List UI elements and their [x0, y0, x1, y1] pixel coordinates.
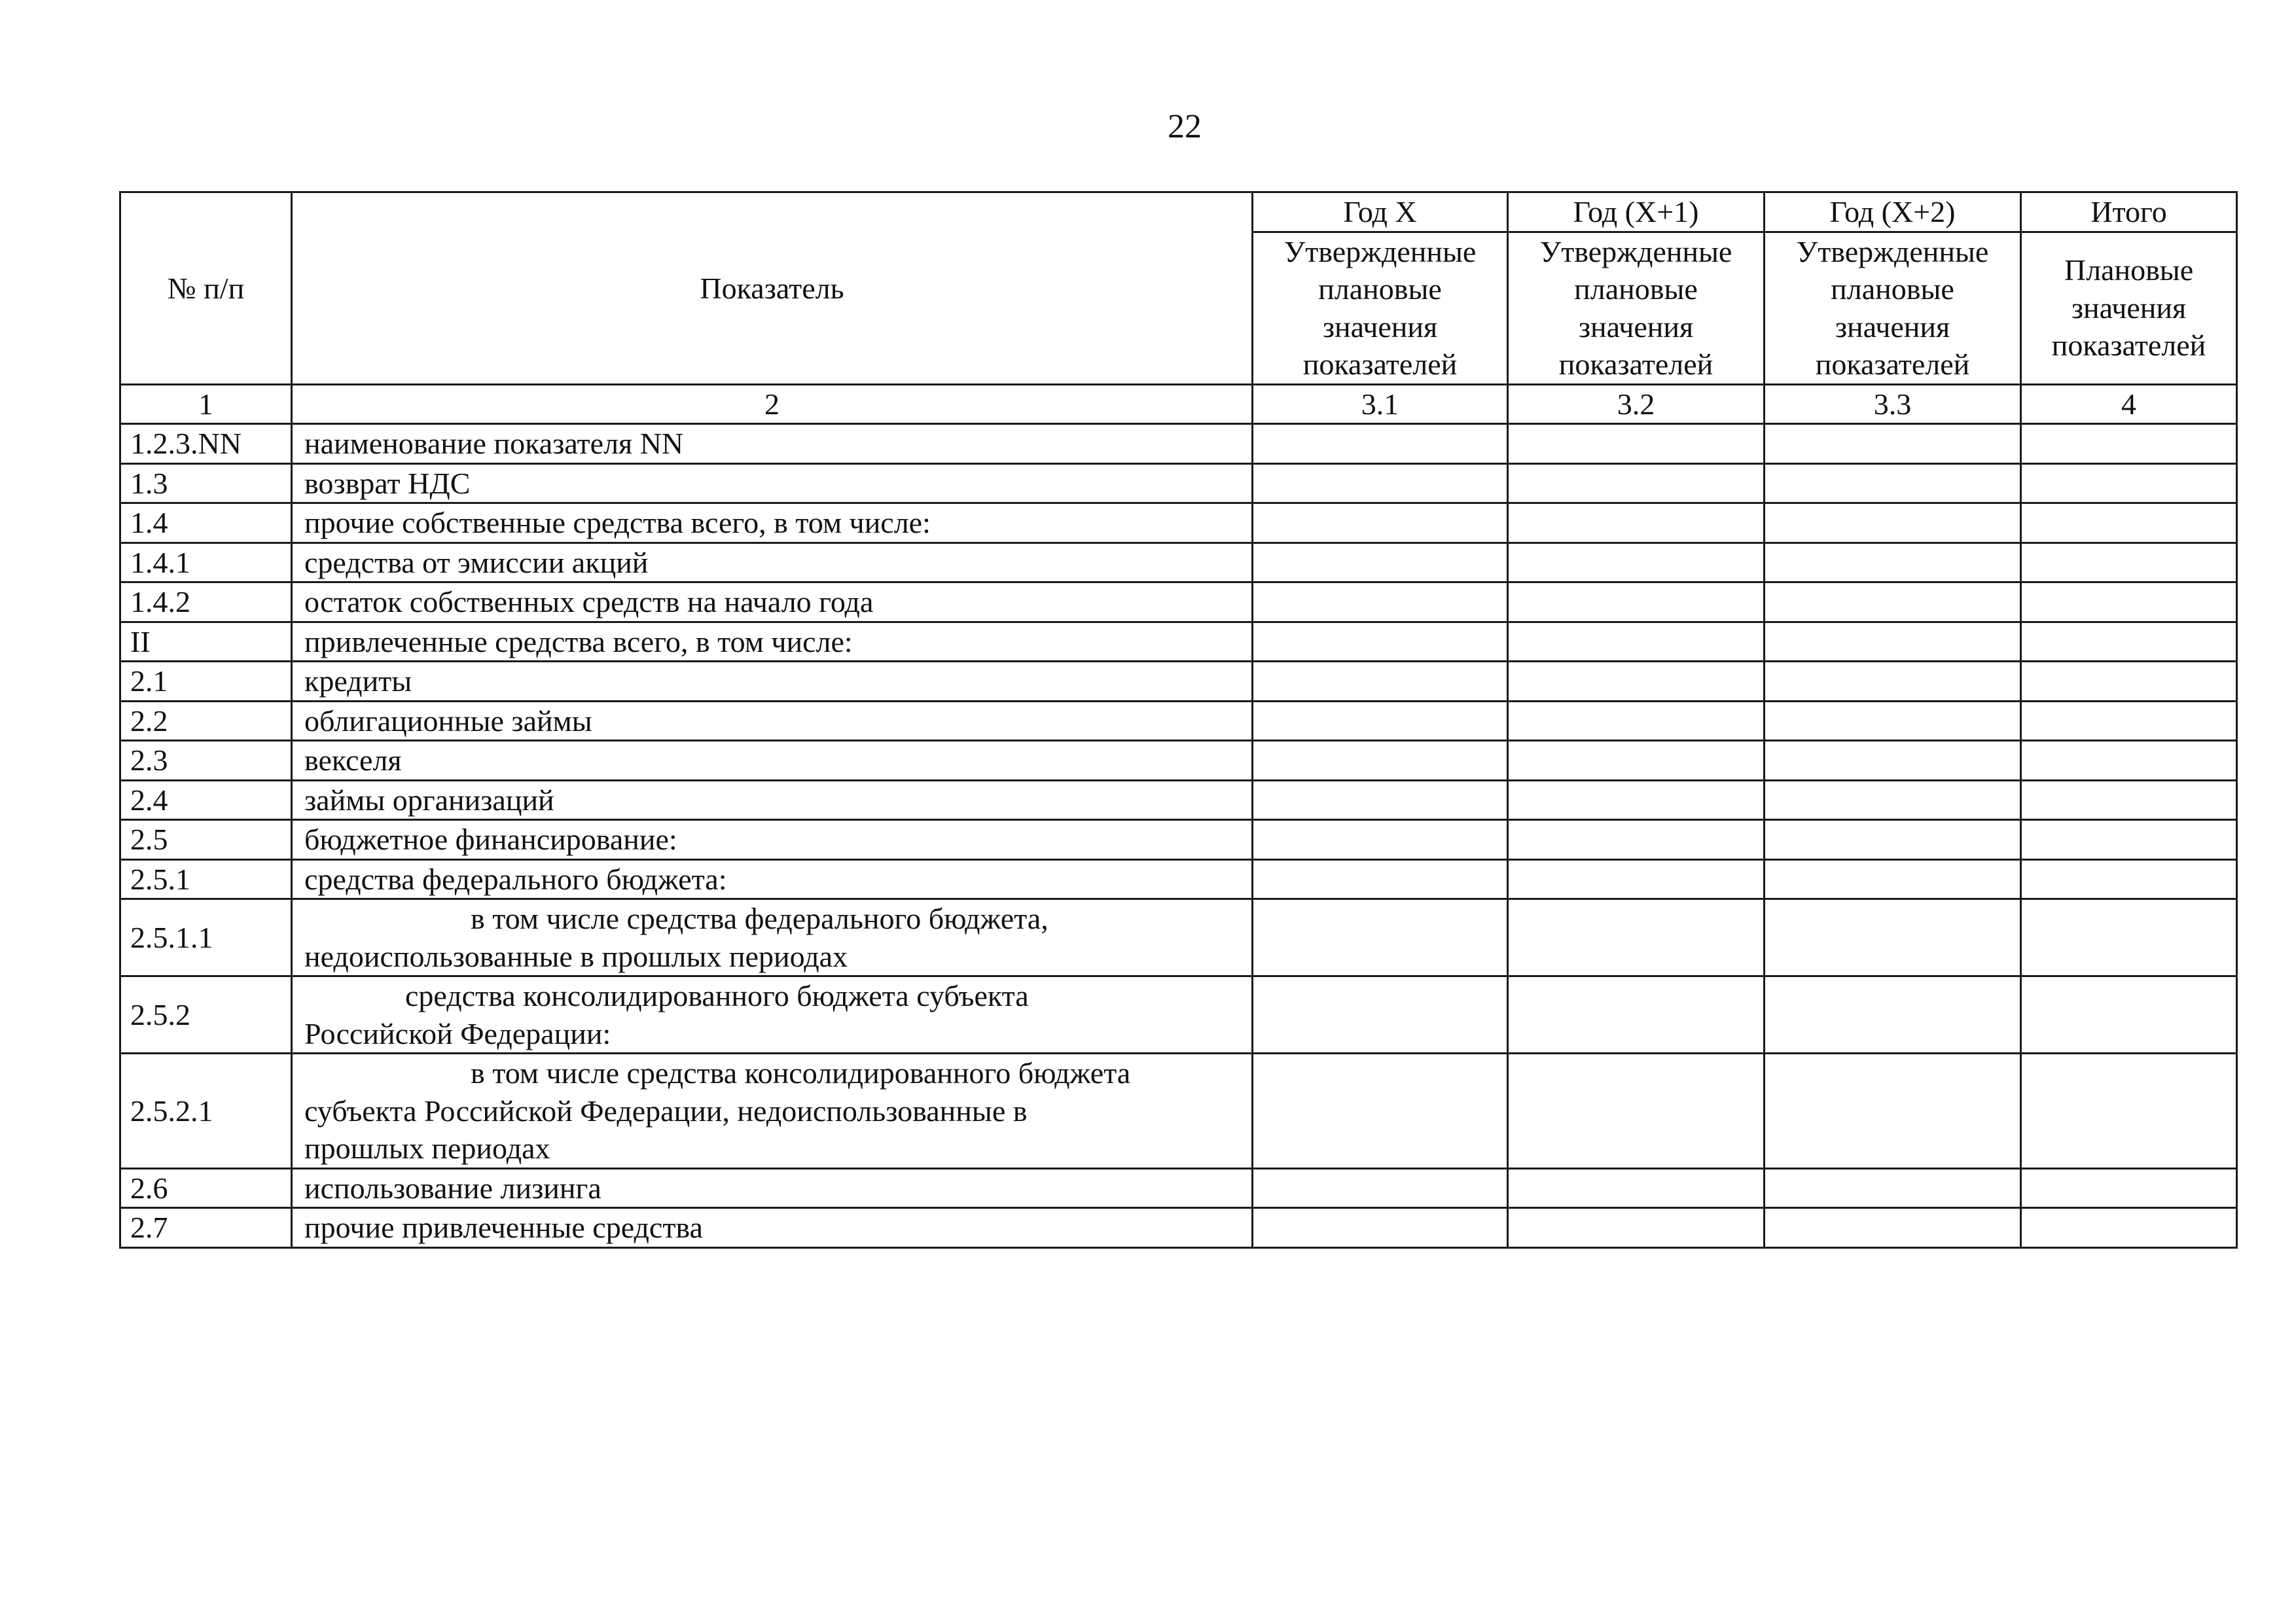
value-cell: [1253, 899, 1508, 976]
row-number: 1.4: [120, 503, 292, 543]
row-indicator: [292, 899, 1253, 976]
row-indicator: привлеченные средства всего, в том числе:: [292, 622, 1253, 662]
value-cell: [2021, 899, 2237, 976]
value-cell: [1765, 662, 2021, 702]
value-cell: [2021, 424, 2237, 464]
value-cell: [2021, 582, 2237, 622]
table-row: [120, 899, 2237, 976]
header-total: Итого: [2021, 192, 2237, 232]
row-number: 1.3: [120, 463, 292, 503]
value-cell: [1765, 424, 2021, 464]
column-number: 3.3: [1765, 384, 2021, 424]
column-number: 4: [2021, 384, 2237, 424]
value-cell: [1765, 976, 2021, 1054]
value-cell: [1765, 741, 2021, 781]
page-number: 22: [1168, 108, 1202, 145]
row-number: II: [120, 622, 292, 662]
value-cell: [1765, 701, 2021, 741]
row-indicator: бюджетное финансирование:: [292, 820, 1253, 860]
table-row: [120, 741, 2237, 781]
value-cell: [1765, 582, 2021, 622]
row-number: 2.3: [120, 741, 292, 781]
row-number: 2.7: [120, 1208, 292, 1248]
value-cell: [1508, 1168, 1765, 1208]
table-row: [120, 424, 2237, 464]
row-number: 2.4: [120, 780, 292, 820]
row-indicator-line: недоиспользованные в прошлых периодах: [304, 939, 848, 973]
header-year-x2: Год (X+2): [1765, 192, 2021, 232]
value-cell: [1765, 820, 2021, 860]
row-indicator-line: субъекта Российской Федерации, недоиспользованные в: [304, 1094, 1028, 1128]
value-cell: [2021, 1054, 2237, 1169]
row-indicator: [292, 1054, 1253, 1169]
row-indicator: средства от эмиссии акций: [292, 543, 1253, 582]
value-cell: [1253, 1168, 1508, 1208]
row-indicator: кредиты: [292, 662, 1253, 702]
row-number: 2.1: [120, 662, 292, 702]
value-cell: [1508, 1208, 1765, 1248]
value-cell: [1508, 424, 1765, 464]
table-row: [120, 622, 2237, 662]
value-cell: [2021, 543, 2237, 582]
value-cell: [2021, 820, 2237, 860]
header-year-x-sub: Утвержденные плановые значения показателей: [1253, 232, 1508, 384]
value-cell: [2021, 622, 2237, 662]
row-indicator: наименование показателя NN: [292, 424, 1253, 464]
value-cell: [1253, 424, 1508, 464]
value-cell: [1508, 899, 1765, 976]
value-cell: [1253, 859, 1508, 899]
row-indicator: займы организаций: [292, 780, 1253, 820]
value-cell: [1765, 1168, 2021, 1208]
value-cell: [1253, 701, 1508, 741]
table-row: [120, 976, 2237, 1054]
value-cell: [2021, 1208, 2237, 1248]
row-number: 2.5.2.1: [120, 1054, 292, 1169]
row-indicator-line: Российской Федерации:: [304, 1016, 611, 1050]
header-indicator: Показатель: [292, 192, 1253, 385]
row-number: 1.4.2: [120, 582, 292, 622]
value-cell: [1253, 543, 1508, 582]
value-cell: [2021, 503, 2237, 543]
header-total-sub: Плановые значения показателей: [2021, 232, 2237, 384]
value-cell: [1253, 582, 1508, 622]
table-row: [120, 463, 2237, 503]
value-cell: [1253, 820, 1508, 860]
value-cell: [1253, 503, 1508, 543]
plan-indicators-table: [119, 191, 2238, 1249]
row-indicator: прочие привлеченные средства: [292, 1208, 1253, 1248]
table-row: [120, 701, 2237, 741]
table-row: [120, 1208, 2237, 1248]
row-indicator: средства федерального бюджета:: [292, 859, 1253, 899]
value-cell: [1765, 503, 2021, 543]
value-cell: [1508, 820, 1765, 860]
value-cell: [1508, 622, 1765, 662]
row-indicator-line: в том числе средства федерального бюджета,: [471, 902, 1049, 935]
row-number: 2.5.2: [120, 976, 292, 1054]
table-row: [120, 503, 2237, 543]
value-cell: [1765, 780, 2021, 820]
value-cell: [1508, 701, 1765, 741]
value-cell: [1253, 622, 1508, 662]
table-row: [120, 859, 2237, 899]
column-numbers-row: [120, 384, 2237, 424]
value-cell: [1508, 741, 1765, 781]
value-cell: [1253, 976, 1508, 1054]
row-number: 2.2: [120, 701, 292, 741]
table-row: [120, 662, 2237, 702]
header-number: № п/п: [120, 192, 292, 385]
value-cell: [1508, 543, 1765, 582]
value-cell: [2021, 976, 2237, 1054]
value-cell: [1508, 976, 1765, 1054]
header-year-x2-sub: Утвержденные плановые значения показателей: [1765, 232, 2021, 384]
header-year-x1: Год (X+1): [1508, 192, 1765, 232]
value-cell: [1508, 780, 1765, 820]
table-row: [120, 1054, 2237, 1169]
row-indicator: векселя: [292, 741, 1253, 781]
value-cell: [1765, 899, 2021, 976]
header-year-x1-sub: Утвержденные плановые значения показателей: [1508, 232, 1765, 384]
row-indicator: прочие собственные средства всего, в том числе:: [292, 503, 1253, 543]
row-number: 2.5: [120, 820, 292, 860]
table-row: [120, 543, 2237, 582]
value-cell: [2021, 701, 2237, 741]
row-indicator: облигационные займы: [292, 701, 1253, 741]
row-number: 1.2.3.NN: [120, 424, 292, 464]
value-cell: [1253, 463, 1508, 503]
row-indicator-line: прошлых периодах: [304, 1132, 550, 1165]
row-number: 2.5.1.1: [120, 899, 292, 976]
row-indicator: использование лизинга: [292, 1168, 1253, 1208]
table-row: [120, 1168, 2237, 1208]
value-cell: [1508, 1054, 1765, 1169]
row-number: 2.5.1: [120, 859, 292, 899]
value-cell: [2021, 662, 2237, 702]
column-number: 3.2: [1508, 384, 1765, 424]
value-cell: [1253, 780, 1508, 820]
header-year-x: Год X: [1253, 192, 1508, 232]
value-cell: [1765, 859, 2021, 899]
row-number: 1.4.1: [120, 543, 292, 582]
value-cell: [1508, 503, 1765, 543]
column-number: 1: [120, 384, 292, 424]
value-cell: [1253, 1054, 1508, 1169]
value-cell: [1765, 1054, 2021, 1169]
value-cell: [1765, 463, 2021, 503]
header-row-years: [120, 192, 2237, 232]
value-cell: [1253, 1208, 1508, 1248]
row-indicator-line: в том числе средства консолидированного бюджета: [471, 1056, 1131, 1090]
value-cell: [1253, 741, 1508, 781]
value-cell: [1508, 463, 1765, 503]
value-cell: [1765, 1208, 2021, 1248]
table-row: [120, 582, 2237, 622]
row-indicator: остаток собственных средств на начало года: [292, 582, 1253, 622]
row-indicator: возврат НДС: [292, 463, 1253, 503]
column-number: 2: [292, 384, 1253, 424]
value-cell: [1508, 859, 1765, 899]
table-row: [120, 780, 2237, 820]
value-cell: [1765, 543, 2021, 582]
column-number: 3.1: [1253, 384, 1508, 424]
row-indicator: [292, 976, 1253, 1054]
row-indicator-line: средства консолидированного бюджета субъекта: [405, 979, 1029, 1012]
value-cell: [2021, 780, 2237, 820]
value-cell: [2021, 741, 2237, 781]
value-cell: [1508, 582, 1765, 622]
value-cell: [2021, 859, 2237, 899]
value-cell: [1253, 662, 1508, 702]
value-cell: [1765, 622, 2021, 662]
value-cell: [2021, 463, 2237, 503]
table-row: [120, 820, 2237, 860]
value-cell: [2021, 1168, 2237, 1208]
row-number: 2.6: [120, 1168, 292, 1208]
value-cell: [1508, 662, 1765, 702]
